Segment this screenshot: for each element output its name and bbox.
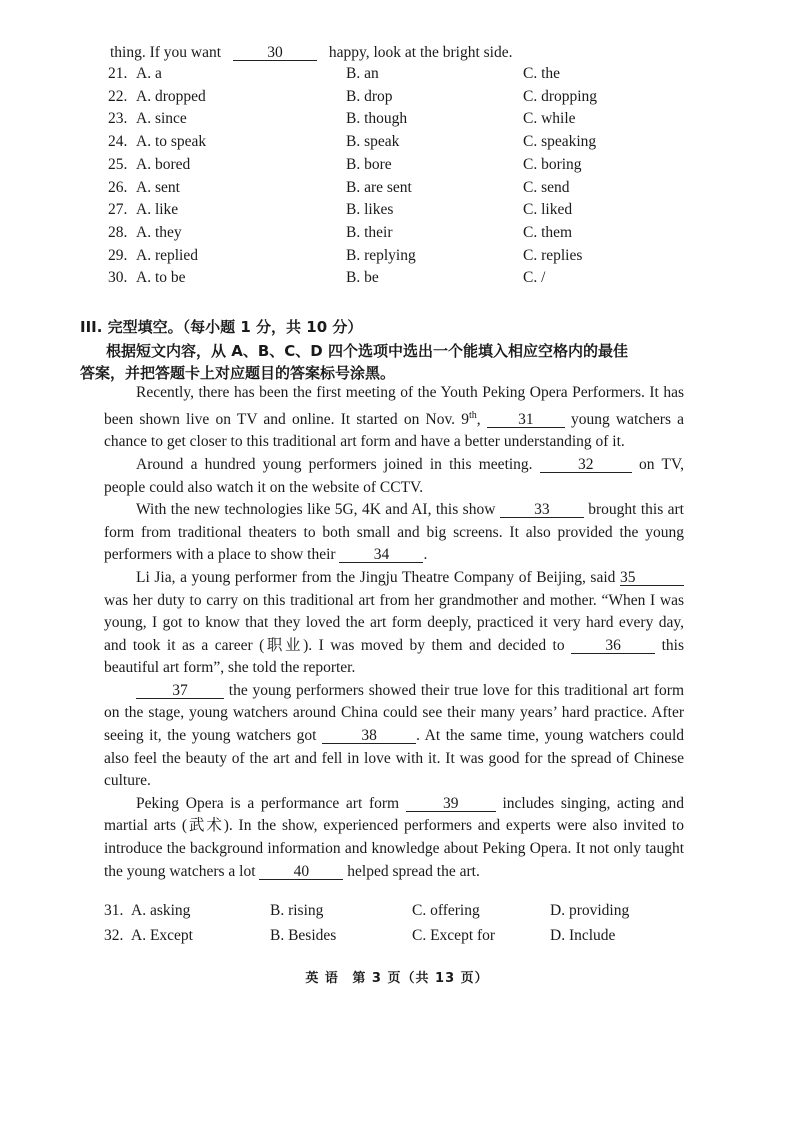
option-row [0, 927, 794, 949]
option-b: B. are sent [346, 179, 412, 196]
question-number: 25. [108, 156, 128, 173]
instruction-line: 答案，并把答题卡上对应题目的答案标号涂黑。 [80, 364, 396, 382]
question-number: 28. [108, 224, 128, 241]
passage-text: includes singing, acting and martial arts (武术). In the show, experienced performers and experts were also invited to introduce the background information and knowledge about Peking Opera. It not only taught the young watchers a lot [104, 794, 685, 880]
option-row [0, 247, 794, 269]
paragraph [104, 793, 684, 883]
option-a: A. to speak [136, 133, 207, 150]
option-row [0, 110, 794, 132]
passage-text: brought this art form from traditional theaters to both small and big screens. It also provided the young performers with a place to show their [104, 501, 684, 564]
question-number: 23. [108, 110, 128, 127]
option-c: C. / [523, 269, 546, 286]
section-instructions [80, 340, 700, 384]
option-c: C. dropping [523, 88, 598, 105]
option-row [0, 902, 794, 924]
question-number: 22. [108, 88, 128, 105]
blank-31: 31 [487, 412, 565, 428]
option-b: B. be [346, 269, 379, 286]
option-d: D. Include [550, 927, 616, 944]
option-a: A. to be [136, 269, 186, 286]
option-c: C. liked [523, 201, 573, 218]
superscript: th [468, 409, 477, 421]
passage-text: . At the same time, young watchers could also feel the beauty of the art and fell in love with it. It was good for the spread of Chinese culture. [104, 727, 685, 790]
question-number: 31. [104, 902, 124, 919]
option-row [0, 65, 794, 87]
blank-40: 40 [259, 864, 343, 880]
option-b: B. rising [270, 902, 324, 919]
option-a: A. asking [131, 902, 191, 919]
option-b: B. replying [346, 247, 416, 264]
option-a: A. a [136, 65, 162, 82]
option-row [0, 133, 794, 155]
question-number: 32. [104, 927, 124, 944]
blank-34: 34 [339, 547, 423, 563]
option-a: A. bored [136, 156, 191, 173]
question-number: 21. [108, 65, 128, 82]
option-c: C. replies [523, 247, 583, 264]
passage-text: this beautiful art form”, she told the reporter. [104, 636, 685, 677]
option-c: C. them [523, 224, 573, 241]
option-b: B. bore [346, 156, 392, 173]
option-b: B. their [346, 224, 393, 241]
intro-line [110, 44, 513, 62]
option-c: C. offering [412, 902, 480, 919]
intro-text: thing. If you want [110, 44, 222, 61]
blank-32: 32 [540, 457, 632, 473]
option-b: B. though [346, 110, 408, 127]
footer-page-number: 第 3 页（共 13 页） [352, 971, 489, 986]
question-number: 27. [108, 201, 128, 218]
option-row [0, 156, 794, 178]
option-row [0, 269, 794, 291]
question-number: 26. [108, 179, 128, 196]
option-c: C. boring [523, 156, 582, 173]
option-b: B. drop [346, 88, 393, 105]
option-a: A. replied [136, 247, 198, 264]
passage-text: was her duty to carry on this traditional art from her grandmother and mother. “When I was young, I got to know that they loved the art form deeply, practiced it very hard every day, and took it as a career (职业). I was moved by them and decided to [104, 591, 684, 654]
blank-37: 37 [136, 683, 224, 699]
option-row [0, 224, 794, 246]
passage-text: With the new technologies like 5G, 4K and AI, this show [136, 501, 496, 519]
option-a: A. dropped [136, 88, 206, 105]
cloze-passage [104, 382, 684, 883]
option-a: A. Except [131, 927, 193, 944]
instruction-line: 根据短文内容，从 A、B、C、D 四个选项中选出一个能填入相应空格内的最佳 [106, 342, 628, 360]
paragraph [104, 680, 684, 793]
blank-35: 35 [620, 570, 684, 586]
option-a: A. they [136, 224, 182, 241]
page-footer [0, 967, 794, 986]
passage-text: helped spread the art. [347, 862, 480, 880]
blank-39: 39 [406, 796, 496, 812]
footer-subject: 英 语 [305, 971, 339, 986]
passage-text: , [476, 410, 481, 428]
paragraph [104, 567, 684, 680]
passage-text: Around a hundred young performers joined in this meeting. [136, 455, 533, 473]
option-b: B. likes [346, 201, 394, 218]
blank-30: 30 [233, 45, 317, 61]
option-a: A. since [136, 110, 187, 127]
passage-text: the young performers showed their true love for this traditional art form on the stage, young watchers around China could see their many years’ hard practice. After seeing it, the young watchers got [104, 681, 685, 745]
passage-text: Peking Opera is a performance art form [136, 794, 400, 812]
blank-38: 38 [322, 728, 416, 744]
option-c: C. speaking [523, 133, 597, 150]
option-d: D. providing [550, 902, 630, 919]
paragraph [104, 499, 684, 567]
option-b: B. an [346, 65, 379, 82]
intro-text-after: happy, look at the bright side. [328, 44, 513, 61]
section-title: III. 完型填空。（每小题 1 分，共 10 分） [80, 318, 363, 336]
option-c: C. the [523, 65, 561, 82]
blank-36: 36 [571, 638, 655, 654]
question-number: 30. [108, 269, 128, 286]
option-a: A. sent [136, 179, 180, 196]
passage-text: on TV, people could also watch it on the website of CCTV. [104, 455, 685, 496]
option-row [0, 179, 794, 201]
passage-text: Recently, there has been the first meeting of the Youth Peking Opera Performers. It has been shown live on TV and online. It started on Nov. 9 [104, 384, 684, 428]
passage-text: young watchers a chance to get closer to this traditional art form and have a better understanding of it. [104, 410, 685, 451]
option-a: A. like [136, 201, 179, 218]
paragraph [104, 454, 684, 499]
option-b: B. speak [346, 133, 400, 150]
option-c: C. Except for [412, 927, 496, 944]
blank-33: 33 [500, 502, 584, 518]
passage-text: . [423, 546, 428, 564]
option-row [0, 201, 794, 223]
question-number: 24. [108, 133, 128, 150]
passage-text: Li Jia, a young performer from the Jingju Theatre Company of Beijing, said [136, 568, 616, 586]
question-number: 29. [108, 247, 128, 264]
option-b: B. Besides [270, 927, 337, 944]
option-c: C. send [523, 179, 570, 196]
option-row [0, 88, 794, 110]
option-c: C. while [523, 110, 576, 127]
paragraph [104, 382, 684, 454]
